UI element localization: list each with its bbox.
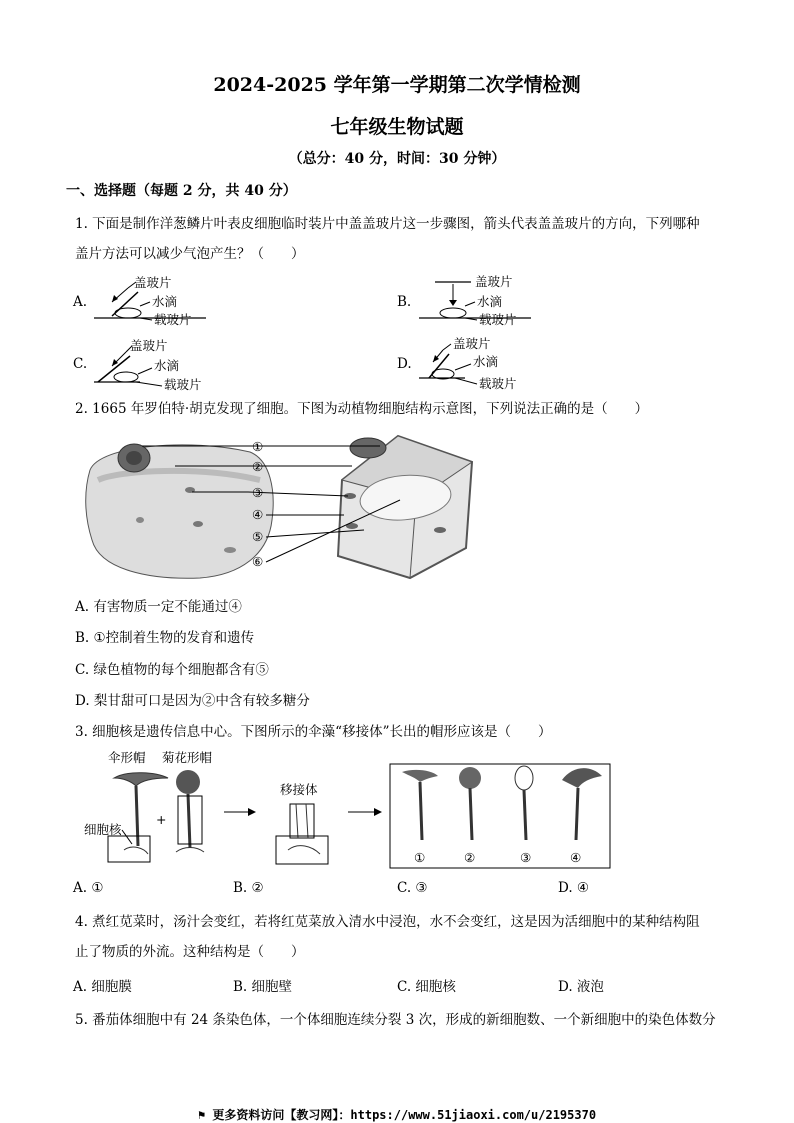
- label-slide-d: 载玻片: [479, 376, 517, 391]
- label-umbrella-cap: 伞形帽: [108, 750, 146, 765]
- q2-option-c: C. 绿色植物的每个细胞都含有⑤: [75, 662, 269, 678]
- label-plus: +: [156, 812, 167, 827]
- q1-line2: 盖片方法可以减少气泡产生？（ ）: [75, 246, 305, 262]
- exam-info: （总分：40 分，时间：30 分钟）: [288, 151, 506, 167]
- q4-option-c: C. 细胞核: [397, 979, 456, 995]
- footer-link[interactable]: [0, 1106, 794, 1123]
- q1-option-b: B.: [397, 294, 412, 310]
- q4-line2: 止了物质的外流。这种结构是（ ）: [75, 944, 305, 960]
- q3-option-b: B. ②: [233, 880, 264, 896]
- exam-subtitle: 七年级生物试题: [330, 116, 464, 138]
- marker-6: ⑥: [252, 554, 264, 569]
- q1-figure-d: [415, 334, 545, 392]
- label-water-d: 水滴: [473, 354, 499, 369]
- label-chrysanthemum-cap: 菊花形帽: [162, 750, 213, 765]
- q2-option-b: B. ①控制着生物的发育和遗传: [75, 630, 255, 646]
- label-slide-c: 载玻片: [164, 377, 202, 392]
- result-2: ②: [464, 850, 476, 865]
- label-cover-d: 盖玻片: [453, 336, 491, 351]
- label-cover-b: 盖玻片: [475, 274, 513, 289]
- label-slide-b: 载玻片: [479, 312, 517, 327]
- q2-option-d: D. 梨甘甜可口是因为②中含有较多糖分: [75, 693, 310, 709]
- q3-option-a: A. ①: [73, 880, 104, 896]
- q3-option-c: C. ③: [397, 880, 428, 896]
- result-3: ③: [520, 850, 532, 865]
- result-1: ①: [414, 850, 426, 865]
- q1-figure-b: [415, 272, 545, 330]
- marker-2: ②: [252, 459, 264, 474]
- label-slide-a: 载玻片: [154, 312, 192, 327]
- section-heading: 一、选择题（每题 2 分，共 40 分）: [66, 183, 297, 199]
- q2-option-a: A. 有害物质一定不能通过④: [75, 599, 242, 615]
- q3-graft-diagram: [78, 748, 618, 870]
- label-water-a: 水滴: [152, 294, 178, 309]
- flag-icon: ⚑: [197, 1108, 213, 1122]
- label-graft: 移接体: [280, 782, 318, 797]
- exam-title: 2024-2025 学年第一学期第二次学情检测: [213, 74, 581, 96]
- result-4: ④: [570, 850, 582, 865]
- marker-1: ①: [252, 439, 264, 454]
- q4-option-b: B. 细胞壁: [233, 979, 293, 995]
- q4-option-d: D. 液泡: [558, 979, 604, 995]
- marker-4: ④: [252, 507, 264, 522]
- label-nucleus: 细胞核: [84, 822, 122, 837]
- label-cover-c: 盖玻片: [130, 338, 168, 353]
- q4-line1: 4. 煮红苋菜时，汤汁会变红，若将红苋菜放入清水中浸泡，水不会变红，这是因为活细胞中的某种结构阻: [75, 914, 700, 930]
- q2-cell-diagram: [80, 430, 480, 582]
- label-water-b: 水滴: [477, 294, 503, 309]
- label-cover-a: 盖玻片: [134, 275, 172, 290]
- label-water-c: 水滴: [154, 358, 180, 373]
- marker-5: ⑤: [252, 529, 264, 544]
- q3-stem: 3. 细胞核是遗传信息中心。下图所示的伞藻“移接体”长出的帽形应该是（ ）: [75, 724, 552, 740]
- q1-figure-a: [90, 272, 220, 330]
- q1-line1: 1. 下面是制作洋葱鳞片叶表皮细胞临时装片中盖盖玻片这一步骤图，箭头代表盖盖玻片的方向，下列哪种: [75, 216, 700, 232]
- footer-text: 更多资料访问【教习网】：https://www.51jiaoxi.com/u/2195370: [212, 1108, 597, 1122]
- marker-3: ③: [252, 485, 264, 500]
- q1-option-d: D.: [397, 356, 412, 372]
- q1-option-a: A.: [73, 294, 88, 310]
- q4-option-a: A. 细胞膜: [73, 979, 132, 995]
- q2-stem: 2. 1665 年罗伯特·胡克发现了细胞。下图为动植物细胞结构示意图，下列说法正确的是（ ）: [75, 401, 649, 417]
- q5-line1: 5. 番茄体细胞中有 24 条染色体，一个体细胞连续分裂 3 次，形成的新细胞数、一个新细胞中的染色体数分: [75, 1012, 716, 1028]
- q3-option-d: D. ④: [558, 880, 590, 896]
- q1-figure-c: [90, 334, 220, 392]
- q1-option-c: C.: [73, 356, 88, 372]
